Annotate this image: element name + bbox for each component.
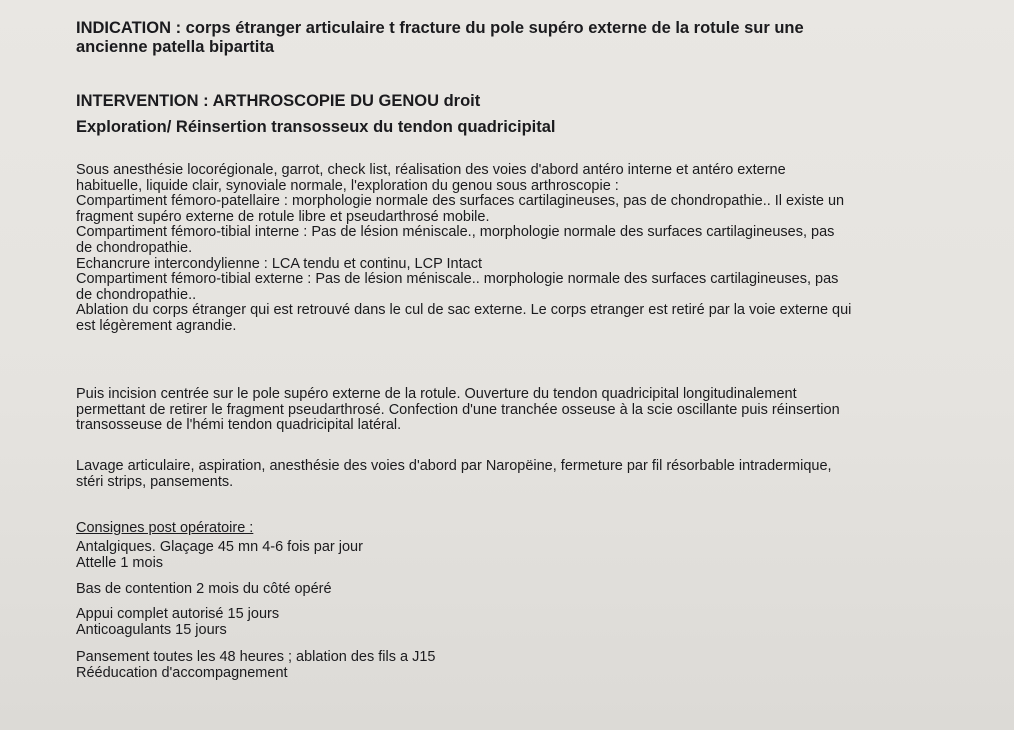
procedure-line: habituelle, liquide clair, synoviale normale, l'exploration du genou sous arthroscopie : [76, 177, 619, 194]
closure-paragraph [76, 459, 964, 490]
consigne-item: Antalgiques. Glaçage 45 mn 4-6 fois par jour [76, 539, 363, 555]
procedure-line: Compartiment fémoro-tibial externe : Pas de lésion méniscale.. morphologie normale des surfaces cartilagineuses, pas [76, 271, 839, 288]
procedure-section [76, 163, 964, 335]
incision-line: permettant de retirer le fragment pseudarthrosé. Confection d'une tranchée osseuse à la scie oscillante puis réinsertion [76, 401, 840, 418]
procedure-line: est légèrement agrandie. [76, 317, 237, 334]
intervention-subtitle-text: Exploration/ Réinsertion transosseux du tendon quadricipital [76, 118, 556, 136]
consignes-title-text: Consignes post opératoire : [76, 520, 254, 536]
consigne-item: Bas de contention 2 mois du côté opéré [76, 581, 332, 597]
procedure-line: de chondropathie. [76, 239, 193, 256]
consignes-paragraph [76, 650, 964, 681]
consigne-item: Appui complet autorisé 15 jours [76, 606, 280, 622]
intervention-subtitle-section [76, 118, 964, 137]
consignes-group-1 [76, 540, 964, 571]
intervention-subtitle [76, 118, 964, 137]
indication-line-1: INDICATION : corps étranger articulaire t fracture du pole supéro externe de la rotule sur une [76, 19, 804, 37]
incision-line: transosseuse de l'hémi tendon quadricipital latéral. [76, 417, 402, 434]
consignes-section [76, 521, 964, 537]
consignes-paragraph [76, 540, 964, 571]
closure-line: Lavage articulaire, aspiration, anesthésie des voies d'abord par Naropëine, fermeture par fil résorbable intradermique, [76, 458, 832, 474]
consigne-item: Pansement toutes les 48 heures ; ablation des fils a J15 [76, 649, 436, 665]
procedure-line: Compartiment fémoro-patellaire : morphologie normale des surfaces cartilagineuses, pas de chondropathie.. Il existe un [76, 193, 845, 210]
procedure-line: de chondropathie.. [76, 286, 197, 303]
intervention-title [76, 92, 964, 111]
consignes-paragraph [76, 607, 964, 638]
consignes-group-4 [76, 650, 964, 681]
consignes-title [76, 521, 964, 537]
incision-section [76, 387, 964, 434]
indication-heading [76, 19, 964, 57]
incision-paragraph [76, 387, 964, 434]
indication-line-2: ancienne patella bipartita [76, 38, 275, 56]
procedure-line: Sous anesthésie locorégionale, garrot, check list, réalisation des voies d'abord antéro interne et antéro externe [76, 162, 786, 178]
incision-line: Puis incision centrée sur le pole supéro externe de la rotule. Ouverture du tendon quadricipital longitudinalement [76, 386, 797, 402]
closure-line: stéri strips, pansements. [76, 473, 234, 490]
closure-section [76, 459, 964, 490]
consignes-paragraph [76, 582, 964, 598]
consigne-item: Attelle 1 mois [76, 554, 164, 571]
procedure-paragraph [76, 163, 964, 335]
procedure-line: Echancrure intercondylienne : LCA tendu et continu, LCP Intact [76, 255, 482, 272]
consigne-item: Anticoagulants 15 jours [76, 621, 227, 638]
consigne-item: Rééducation d'accompagnement [76, 664, 288, 681]
procedure-line: Ablation du corps étranger qui est retrouvé dans le cul de sac externe. Le corps etranger est retiré par la voie externe qui [76, 302, 852, 319]
consignes-group-3 [76, 607, 964, 638]
consignes-group-2 [76, 582, 964, 598]
indication-section [76, 19, 964, 57]
intervention-section [76, 92, 964, 111]
procedure-line: Compartiment fémoro-tibial interne : Pas de lésion méniscale., morphologie normale des surfaces cartilagineuses, pas [76, 224, 835, 241]
intervention-title-text: INTERVENTION : ARTHROSCOPIE DU GENOU droit [76, 92, 481, 110]
procedure-line: fragment supéro externe de rotule libre et pseudarthrosé mobile. [76, 208, 490, 225]
